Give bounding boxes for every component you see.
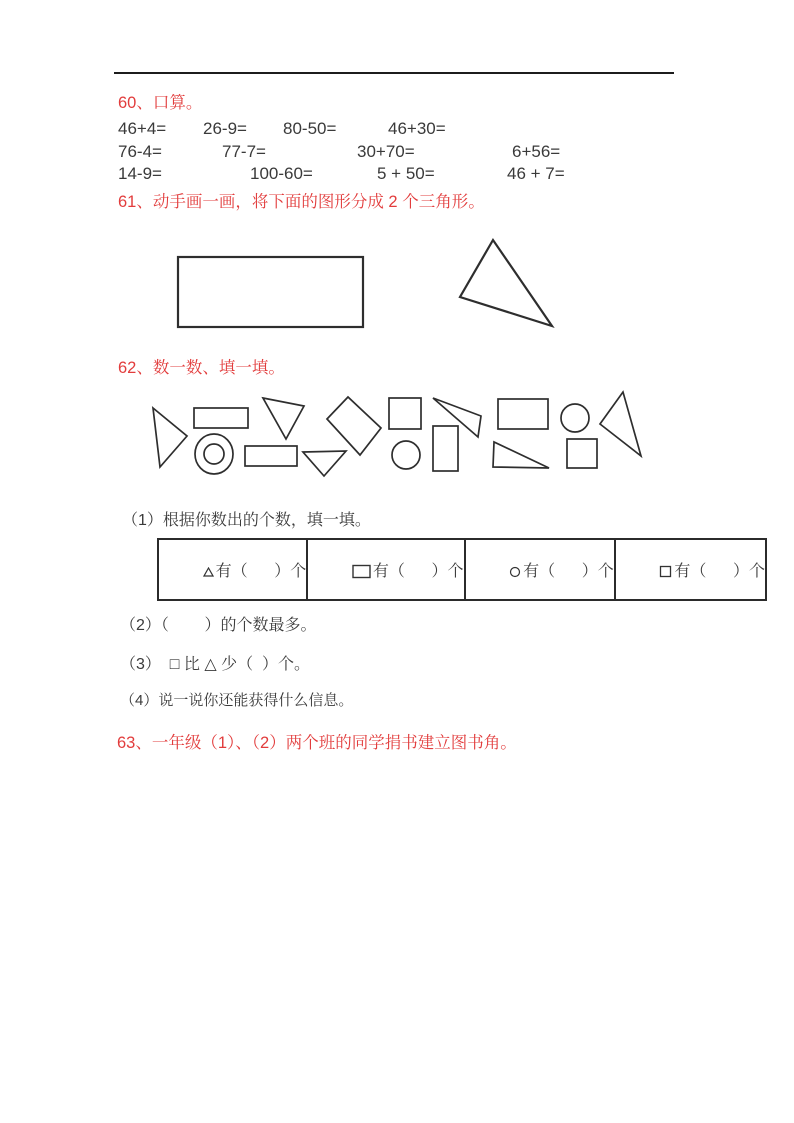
q62-sub3-label: （3） □ 比 △ 少（ ）个。 <box>120 656 310 673</box>
count-table <box>157 538 767 601</box>
count-cell-square <box>615 539 766 600</box>
shape-triangle-2 <box>263 398 304 439</box>
count-cell-triangle <box>158 539 307 600</box>
equation: 76-4= <box>118 142 162 161</box>
count-cell-circle <box>465 539 615 600</box>
equation: 5 + 50= <box>377 164 435 183</box>
equation: 30+70= <box>357 142 415 161</box>
q62-sub4-label: （4）说一说你还能获得什么信息。 <box>120 692 354 709</box>
equation: 80-50= <box>283 119 337 138</box>
shape-triangle-4 <box>600 392 641 456</box>
equation: 26-9= <box>203 119 247 138</box>
q62-sub2-label: （2）（ ）的个数最多。 <box>120 617 317 634</box>
q62-heading: 62、数一数、填一填。 <box>118 359 285 377</box>
shape-vertical-rectangle <box>433 426 458 471</box>
shape-square-2 <box>567 439 597 468</box>
count-cell-label: 有（ ）个 <box>523 563 614 580</box>
shape-circle-2 <box>561 404 589 432</box>
shape-square-1 <box>389 398 421 429</box>
triangle-icon <box>203 567 214 577</box>
q61-rectangle-shape <box>178 257 363 327</box>
equation: 14-9= <box>118 164 162 183</box>
shape-triangle-3 <box>303 451 346 476</box>
shape-circle-1 <box>392 441 420 469</box>
q61-triangle-shape <box>460 240 552 326</box>
equation: 100-60= <box>250 164 313 183</box>
count-cell-rectangle <box>307 539 464 600</box>
equation: 77-7= <box>222 142 266 161</box>
equation: 46+4= <box>118 119 167 138</box>
shape-ring <box>195 434 233 474</box>
rectangle-icon <box>352 564 371 579</box>
shape-rectangle-3 <box>498 399 548 429</box>
shape-triangle-1 <box>153 408 187 467</box>
count-cell-label: 有（ ）个 <box>674 563 765 580</box>
q62-sub1-label: （1）根据你数出的个数，填一填。 <box>122 512 371 529</box>
shape-right-triangle-2 <box>493 442 549 468</box>
q63-heading: 63、一年级（1）、（2）两个班的同学捐书建立图书角。 <box>117 734 517 752</box>
shape-rectangle-2 <box>245 446 297 466</box>
q60-heading: 60、口算。 <box>118 94 203 112</box>
count-cell-label: 有（ ）个 <box>372 563 464 580</box>
count-cell-label: 有（ ）个 <box>215 563 307 580</box>
square-icon <box>659 565 672 578</box>
circle-icon <box>509 566 521 578</box>
shape-right-triangle-1 <box>433 398 481 437</box>
top-divider <box>114 72 674 74</box>
shape-rectangle-1 <box>194 408 248 428</box>
equation: 6+56= <box>512 142 561 161</box>
equation: 46+30= <box>388 119 446 138</box>
q61-heading: 61、动手画一画，将下面的图形分成 2 个三角形。 <box>118 193 485 211</box>
shape-rotated-rectangle <box>327 397 381 455</box>
equation: 46 + 7= <box>507 164 565 183</box>
